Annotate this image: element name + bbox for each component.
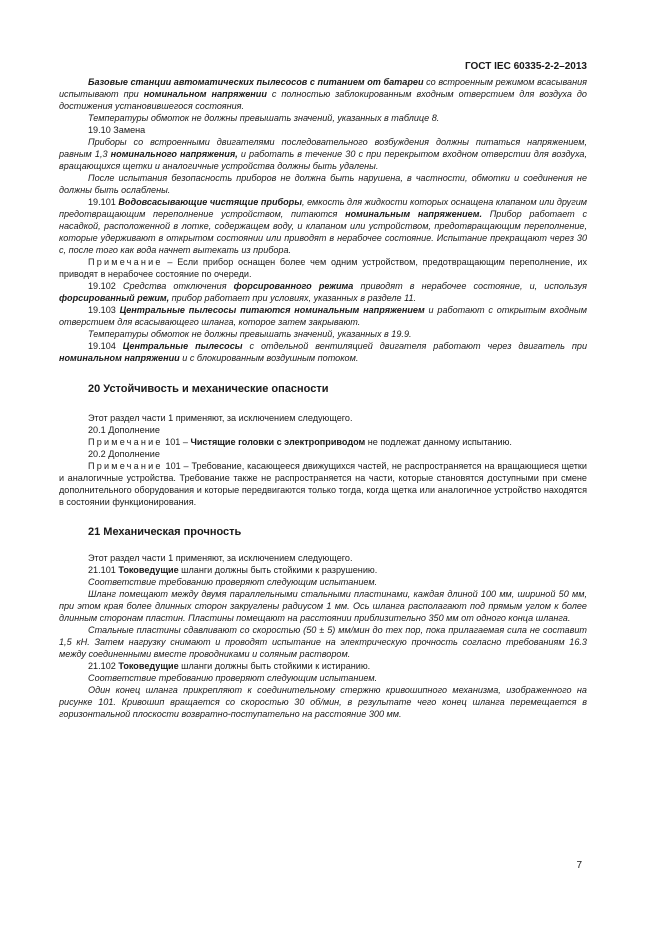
text-segment: Приборы со встроенными двигателями последовательного возбуждения должны питаться напряжением, равным 1,3 bbox=[59, 137, 587, 159]
text-segment: шланги должны быть стойкими к истиранию. bbox=[178, 661, 371, 671]
text-segment: Этот раздел части 1 применяют, за исключением следующего. bbox=[88, 413, 353, 423]
text-segment: номинального напряжения, bbox=[110, 149, 238, 159]
paragraph bbox=[59, 196, 587, 256]
paragraph bbox=[59, 256, 587, 280]
paragraph bbox=[59, 76, 587, 112]
paragraph bbox=[59, 328, 587, 340]
document-header: ГОСТ IEC 60335-2-2–2013 bbox=[464, 61, 587, 72]
text-segment: Средства отключения bbox=[122, 281, 234, 291]
text-segment: Водовсасывающие чистящие приборы bbox=[118, 197, 302, 207]
text-segment: , емкость для жидкости которых оснащена клапаном или другим предотвращающим переполнение устройством, питаются bbox=[59, 197, 587, 219]
text-segment: Токоведущие bbox=[118, 661, 179, 671]
text-segment: с отдельной вентиляцией двигателя работают через двигатель при bbox=[242, 341, 587, 351]
text-segment: Примечание bbox=[88, 461, 163, 471]
text-segment: приводят в нерабочее состояние, и, используя bbox=[353, 281, 587, 291]
text-segment: номинальном напряжении bbox=[59, 353, 180, 363]
paragraph bbox=[59, 448, 587, 460]
text-segment: Этот раздел части 1 применяют, за исключением следующего. bbox=[88, 553, 353, 563]
paragraph bbox=[59, 112, 587, 124]
text-segment: с полностью заблокированным входным отверстием для воздуха до достижения установившегося состояния. bbox=[59, 89, 587, 111]
section-heading: 21 Механическая прочность bbox=[88, 526, 242, 538]
paragraph bbox=[59, 624, 587, 660]
paragraph bbox=[59, 576, 587, 588]
text-segment: 20.1 Дополнение bbox=[88, 425, 160, 435]
text-segment: 19.104 bbox=[88, 341, 123, 351]
paragraph bbox=[59, 460, 587, 508]
text-segment: Температуры обмоток не должны превышать значений, указанных в таблице 8. bbox=[88, 113, 440, 123]
paragraph bbox=[59, 304, 587, 328]
text-segment: 21.102 bbox=[88, 661, 119, 671]
paragraph bbox=[59, 436, 587, 448]
text-segment: Токоведущие bbox=[118, 565, 179, 575]
text-segment: Прибор работает с насадкой, расположенной в лотке, содержащем воду, и клапаном или устройством, предотвращающим переполнение, которые удерживают в открытом состоянии или приводят в нерабочее состояние. Испытание прекращают через 30 с, после того как вода начнет вытекать из прибора. bbox=[59, 209, 587, 255]
text-segment: 20.2 Дополнение bbox=[88, 449, 160, 459]
text-segment: 19.103 bbox=[88, 305, 120, 315]
text-segment: После испытания безопасность приборов не должна быть нарушена, в частности, обмотки и соединения не должны быть ослаблены. bbox=[59, 173, 587, 195]
text-segment: 21.101 bbox=[88, 565, 119, 575]
text-segment: Примечание bbox=[88, 437, 163, 447]
text-segment: со встроенным режимом всасывания испытывают при bbox=[59, 77, 587, 99]
text-segment: прибор работает при условиях, указанных в разделе 11. bbox=[169, 293, 417, 303]
paragraph bbox=[59, 412, 587, 424]
text-segment: Базовые станции автоматических пылесосов с питанием от батареи bbox=[88, 77, 424, 87]
text-segment: Чистящие головки с электроприводом bbox=[190, 437, 366, 447]
paragraph bbox=[59, 672, 587, 684]
paragraph bbox=[59, 280, 587, 304]
paragraph bbox=[59, 588, 587, 624]
paragraph bbox=[59, 552, 587, 564]
text-segment: и работать в течение 30 с при перекрытом входном отверстии для воздуха, вращающихся щетки и аналогичные устройства должны быть удалены. bbox=[59, 149, 588, 171]
document-body bbox=[59, 76, 587, 720]
text-segment: форсированного режима bbox=[233, 281, 354, 291]
paragraph bbox=[59, 124, 587, 136]
text-segment: 19.102 bbox=[88, 281, 123, 291]
page-number: 7 bbox=[576, 860, 582, 871]
paragraph bbox=[59, 564, 587, 576]
text-segment: шланги должны быть стойкими к разрушению. bbox=[178, 565, 378, 575]
text-segment: 19.101 bbox=[88, 197, 119, 207]
text-segment: Центральные пылесосы питаются номинальным напряжением bbox=[119, 305, 425, 315]
text-segment: Шланг помещают между двумя параллельными стальными пластинами, каждая длиной 100 мм, шириной 50 мм, при этом края более длинных сторон закруглены радиусом 1 мм. Ось шланга располагают под прямым углом к более длинным сторонам пластин. Пластины помещают на расстоянии приблизительно 350 мм от одного конца шланга. bbox=[59, 589, 587, 623]
text-segment: Температуры обмоток не должны превышать значений, указанных в 19.9. bbox=[88, 329, 412, 339]
paragraph bbox=[59, 136, 587, 172]
paragraph bbox=[59, 684, 587, 720]
text-segment: Соответствие требованию проверяют следующим испытанием. bbox=[88, 577, 378, 587]
text-segment: не подлежат данному испытанию. bbox=[365, 437, 512, 447]
paragraph bbox=[59, 660, 587, 672]
text-segment: Соответствие требованию проверяют следующим испытанием. bbox=[88, 673, 378, 683]
text-segment: форсированный режим, bbox=[59, 293, 170, 303]
text-segment: – Если прибор оснащен более чем одним устройством, предотвращающим переполнение, их приводят в нерабочее состояние по очереди. bbox=[59, 257, 587, 279]
paragraph bbox=[59, 340, 587, 364]
text-segment: и с блокированным воздушным потоком. bbox=[179, 353, 359, 363]
text-segment: номинальном напряжении bbox=[143, 89, 267, 99]
text-segment: Примечание bbox=[88, 257, 163, 267]
section-heading: 20 Устойчивость и механические опасности bbox=[88, 383, 329, 395]
text-segment: 101 – Требование, касающееся движущихся частей, не распространяется на вращающиеся щетки и аналогичные устройства. Требование также не распространяется на части, которые становятся доступными при смене дополнительного оборудования и которые передвигаются только тогда, когда щетка или аналогичное устройство находятся в состоянии функционирования. bbox=[59, 461, 587, 507]
text-segment: 19.10 Замена bbox=[88, 125, 146, 135]
paragraph bbox=[59, 172, 587, 196]
text-segment: Стальные пластины сдавливают со скоростью (50 ± 5) мм/мин до тех пор, пока прилагаемая сила не составит 1,5 кН. Затем нагрузку снимают и проводят испытание на электрическую прочность согласно требованиям 16.3 между соединенными вместе проводниками и соляным раствором. bbox=[59, 625, 587, 659]
paragraph bbox=[59, 424, 587, 436]
text-segment: Центральные пылесосы bbox=[122, 341, 243, 351]
text-segment: Один конец шланга прикрепляют к соединительному стержню кривошипного механизма, изображенного на рисунке 101. Кривошип вращается со скоростью 30 об/мин, в результате чего конец шланга перемещается в горизонтальной плоскости возвратно-поступательно на расстояние 300 мм. bbox=[59, 685, 587, 719]
text-segment: и работают с открытым входным отверстием для всасывающего шланга, которое затем закрывают. bbox=[59, 305, 587, 327]
text-segment: номинальным напряжением. bbox=[345, 209, 482, 219]
text-segment: 101 – bbox=[162, 437, 191, 447]
